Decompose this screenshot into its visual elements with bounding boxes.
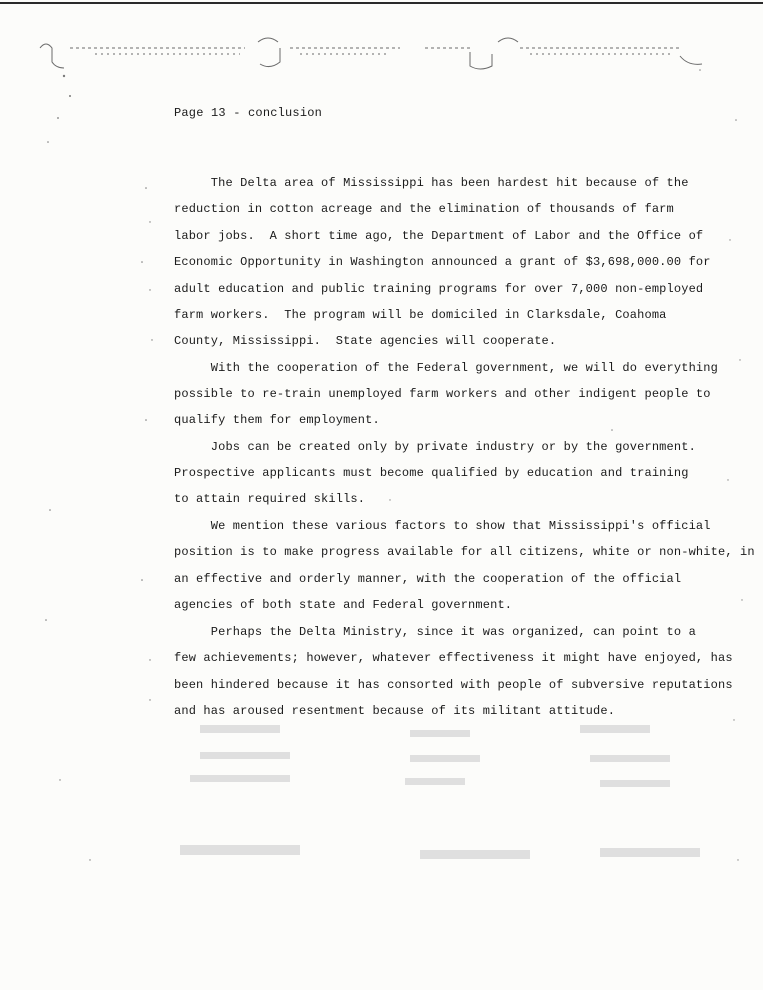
body-line-13: to attain required skills. <box>174 492 366 506</box>
body-line-20: been hindered because it has consorted with people of subversive reputations <box>174 678 733 692</box>
body-line-21: and has aroused resentment because of its militant attitude. <box>174 704 616 718</box>
body-line-15: position is to make progress available for all citizens, white or non-white, in <box>174 545 755 559</box>
body-line-1: The Delta area of Mississippi has been hardest hit because of the <box>174 176 689 190</box>
body-line-19: few achievements; however, whatever effectiveness it might have enjoyed, has <box>174 651 733 665</box>
body-line-8: With the cooperation of the Federal government, we will do everything <box>174 361 718 375</box>
body-line-7: County, Mississippi. State agencies will cooperate. <box>174 334 557 348</box>
body-line-14: We mention these various factors to show that Mississippi's official <box>174 519 711 533</box>
body-line-5: adult education and public training programs for over 7,000 non-employed <box>174 282 704 296</box>
page-heading: Page 13 - conclusion <box>174 106 323 120</box>
body-line-16: an effective and orderly manner, with the cooperation of the official <box>174 572 682 586</box>
body-line-9: possible to re-train unemployed farm workers and other indigent people to <box>174 387 711 401</box>
body-line-4: Economic Opportunity in Washington announced a grant of $3,698,000.00 for <box>174 255 711 269</box>
body-line-11: Jobs can be created only by private industry or by the government. <box>174 440 696 454</box>
body-line-17: agencies of both state and Federal government. <box>174 598 513 612</box>
body-line-12: Prospective applicants must become qualified by education and training <box>174 466 689 480</box>
body-line-6: farm workers. The program will be domiciled in Clarksdale, Coahoma <box>174 308 667 322</box>
body-line-2: reduction in cotton acreage and the elimination of thousands of farm <box>174 202 674 216</box>
body-line-3: labor jobs. A short time ago, the Department of Labor and the Office of <box>174 229 704 243</box>
body-line-18: Perhaps the Delta Ministry, since it was organized, can point to a <box>174 625 696 639</box>
body-line-10: qualify them for employment. <box>174 413 380 427</box>
